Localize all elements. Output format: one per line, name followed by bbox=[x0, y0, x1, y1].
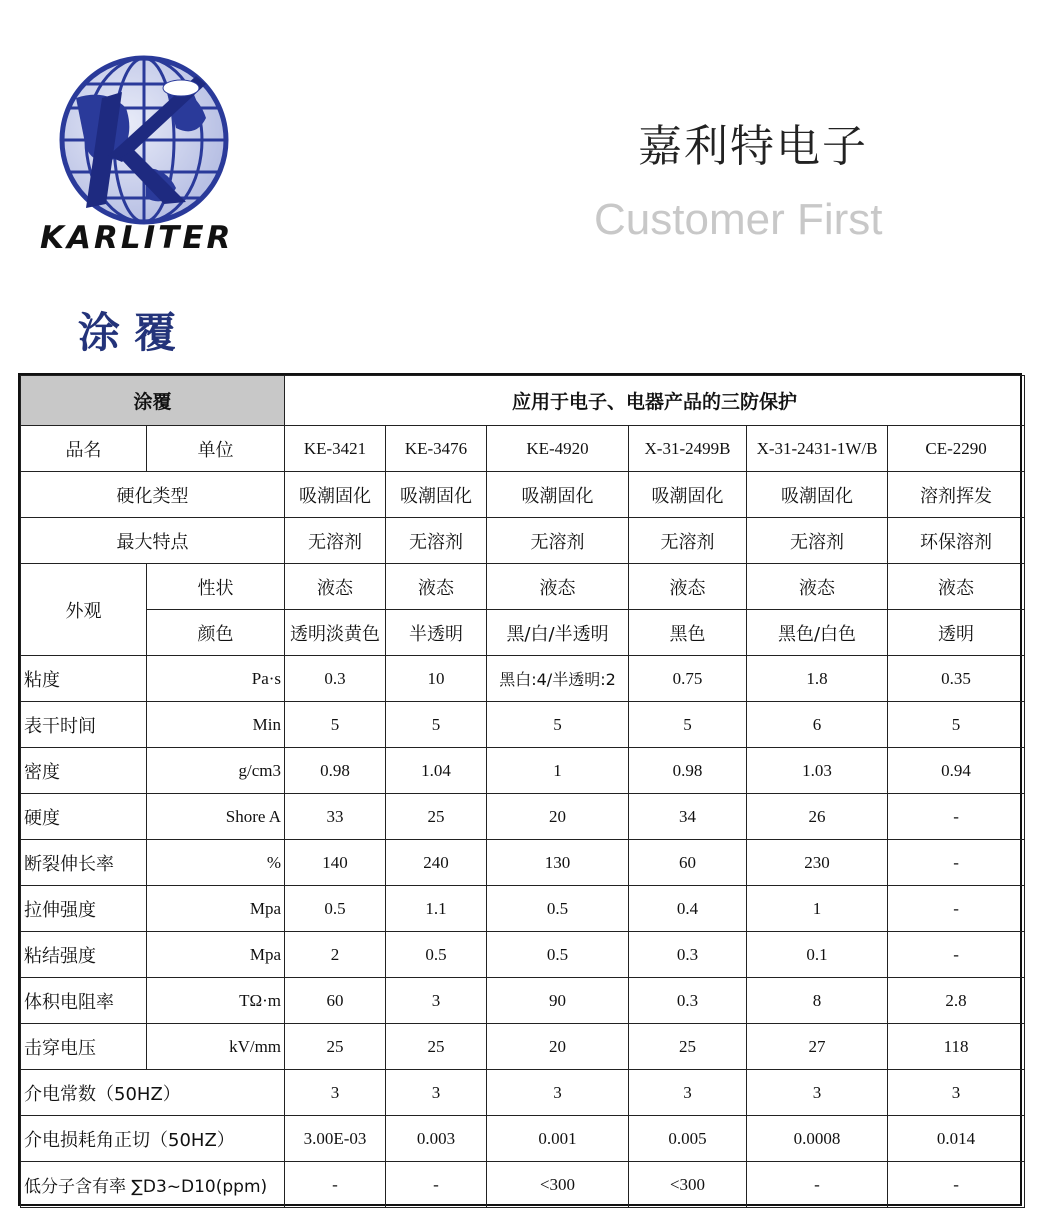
cell: 130 bbox=[487, 840, 629, 886]
cell: 8 bbox=[747, 978, 888, 1024]
cure-type-row bbox=[21, 472, 1025, 518]
cell: 3 bbox=[747, 1070, 888, 1116]
cell: 液态 bbox=[285, 564, 386, 610]
spec-table bbox=[18, 373, 1022, 1206]
cell: - bbox=[747, 1162, 888, 1208]
property-row bbox=[21, 978, 1025, 1024]
cell: 0.75 bbox=[629, 656, 747, 702]
unit-cell: Mpa bbox=[147, 886, 285, 932]
cell: 20 bbox=[487, 1024, 629, 1070]
cell: 60 bbox=[285, 978, 386, 1024]
cell: 10 bbox=[386, 656, 487, 702]
cell: - bbox=[888, 840, 1025, 886]
cell: 25 bbox=[386, 1024, 487, 1070]
cell: 0.005 bbox=[629, 1116, 747, 1162]
product-name: X-31-2431-1W/B bbox=[747, 426, 888, 472]
cell: - bbox=[888, 794, 1025, 840]
cell: <300 bbox=[629, 1162, 747, 1208]
unit-cell: Min bbox=[147, 702, 285, 748]
cell: 1 bbox=[487, 748, 629, 794]
row-label: 拉伸强度 bbox=[21, 886, 147, 932]
cell: 0.35 bbox=[888, 656, 1025, 702]
row-label: 粘度 bbox=[21, 656, 147, 702]
cell: 26 bbox=[747, 794, 888, 840]
cell: - bbox=[888, 886, 1025, 932]
cell: 半透明 bbox=[386, 610, 487, 656]
cell: 黑白:4/半透明:2 bbox=[487, 656, 629, 702]
property-row bbox=[21, 748, 1025, 794]
cell: 5 bbox=[487, 702, 629, 748]
logo-wordmark: KARLITER bbox=[40, 220, 234, 256]
cell: 透明淡黄色 bbox=[285, 610, 386, 656]
property-row bbox=[21, 1070, 1025, 1116]
row-label: 介电常数（50HZ） bbox=[21, 1070, 285, 1116]
cell: 1.1 bbox=[386, 886, 487, 932]
cell: 60 bbox=[629, 840, 747, 886]
cell: 无溶剂 bbox=[487, 518, 629, 564]
cell: 0.5 bbox=[386, 932, 487, 978]
cell: 0.94 bbox=[888, 748, 1025, 794]
property-row bbox=[21, 656, 1025, 702]
cell: 吸潮固化 bbox=[386, 472, 487, 518]
cell: 118 bbox=[888, 1024, 1025, 1070]
cell: - bbox=[386, 1162, 487, 1208]
unit-cell: Shore A bbox=[147, 794, 285, 840]
cell: <300 bbox=[487, 1162, 629, 1208]
row-label: 粘结强度 bbox=[21, 932, 147, 978]
cell: 3 bbox=[386, 1070, 487, 1116]
cell: 0.5 bbox=[487, 932, 629, 978]
product-name: X-31-2499B bbox=[629, 426, 747, 472]
sub-label: 性状 bbox=[147, 564, 285, 610]
cell: 液态 bbox=[747, 564, 888, 610]
table-corner: 涂覆 bbox=[21, 376, 285, 426]
cell: 吸潮固化 bbox=[285, 472, 386, 518]
name-label: 品名 bbox=[21, 426, 147, 472]
unit-cell: TΩ·m bbox=[147, 978, 285, 1024]
row-label: 断裂伸长率 bbox=[21, 840, 147, 886]
cell: 1.03 bbox=[747, 748, 888, 794]
row-label: 表干时间 bbox=[21, 702, 147, 748]
color-row bbox=[21, 610, 1025, 656]
cell: 0.3 bbox=[285, 656, 386, 702]
sub-label: 颜色 bbox=[147, 610, 285, 656]
cell: 1 bbox=[747, 886, 888, 932]
cell: 0.3 bbox=[629, 978, 747, 1024]
cell: 0.4 bbox=[629, 886, 747, 932]
application-title: 应用于电子、电器产品的三防保护 bbox=[285, 376, 1025, 426]
cell: 0.0008 bbox=[747, 1116, 888, 1162]
cell: 3 bbox=[487, 1070, 629, 1116]
cell: 1.04 bbox=[386, 748, 487, 794]
property-row bbox=[21, 886, 1025, 932]
row-label: 体积电阻率 bbox=[21, 978, 147, 1024]
cell: 25 bbox=[629, 1024, 747, 1070]
cell: 0.001 bbox=[487, 1116, 629, 1162]
cell: 5 bbox=[888, 702, 1025, 748]
cell: 5 bbox=[629, 702, 747, 748]
cell: 液态 bbox=[386, 564, 487, 610]
property-row bbox=[21, 794, 1025, 840]
product-row bbox=[21, 426, 1025, 472]
cell: 黑色 bbox=[629, 610, 747, 656]
product-name: KE-3421 bbox=[285, 426, 386, 472]
brand-name: 嘉利特电子 bbox=[638, 121, 868, 172]
unit-cell: g/cm3 bbox=[147, 748, 285, 794]
unit-cell: Mpa bbox=[147, 932, 285, 978]
feature-row bbox=[21, 518, 1025, 564]
property-row bbox=[21, 1024, 1025, 1070]
cell: 0.014 bbox=[888, 1116, 1025, 1162]
cell: 0.3 bbox=[629, 932, 747, 978]
cell: 27 bbox=[747, 1024, 888, 1070]
row-label: 密度 bbox=[21, 748, 147, 794]
product-name: KE-3476 bbox=[386, 426, 487, 472]
cell: 1.8 bbox=[747, 656, 888, 702]
cell: 90 bbox=[487, 978, 629, 1024]
row-label: 最大特点 bbox=[21, 518, 285, 564]
cell: 黑色/白色 bbox=[747, 610, 888, 656]
cell: 液态 bbox=[487, 564, 629, 610]
property-row bbox=[21, 932, 1025, 978]
cell: 0.98 bbox=[285, 748, 386, 794]
row-label: 硬化类型 bbox=[21, 472, 285, 518]
cell: 230 bbox=[747, 840, 888, 886]
cell: - bbox=[888, 1162, 1025, 1208]
cell: 3 bbox=[629, 1070, 747, 1116]
state-row bbox=[21, 564, 1025, 610]
row-label: 低分子含有率 ∑D3~D10(ppm) bbox=[21, 1162, 285, 1208]
cell: 无溶剂 bbox=[747, 518, 888, 564]
row-label: 击穿电压 bbox=[21, 1024, 147, 1070]
cell: 0.003 bbox=[386, 1116, 487, 1162]
unit-cell: Pa·s bbox=[147, 656, 285, 702]
cell: 无溶剂 bbox=[386, 518, 487, 564]
cell: 25 bbox=[386, 794, 487, 840]
header-row bbox=[21, 376, 1025, 426]
cell: 0.98 bbox=[629, 748, 747, 794]
cell: 5 bbox=[386, 702, 487, 748]
cell: 34 bbox=[629, 794, 747, 840]
row-label: 硬度 bbox=[21, 794, 147, 840]
section-title: 涂覆 bbox=[78, 308, 191, 357]
property-row bbox=[21, 840, 1025, 886]
slogan: Customer First bbox=[594, 195, 883, 244]
unit-cell: % bbox=[147, 840, 285, 886]
product-name: CE-2290 bbox=[888, 426, 1025, 472]
cell: 吸潮固化 bbox=[487, 472, 629, 518]
cell: 无溶剂 bbox=[629, 518, 747, 564]
cell: 透明 bbox=[888, 610, 1025, 656]
cell: 3 bbox=[285, 1070, 386, 1116]
cell: 33 bbox=[285, 794, 386, 840]
cell: - bbox=[285, 1162, 386, 1208]
cell: 溶剂挥发 bbox=[888, 472, 1025, 518]
cell: 黑/白/半透明 bbox=[487, 610, 629, 656]
product-name: KE-4920 bbox=[487, 426, 629, 472]
unit-label: 单位 bbox=[147, 426, 285, 472]
unit-cell: kV/mm bbox=[147, 1024, 285, 1070]
cell: 0.5 bbox=[285, 886, 386, 932]
cell: 3 bbox=[888, 1070, 1025, 1116]
appearance-label: 外观 bbox=[21, 564, 147, 656]
cell: 液态 bbox=[888, 564, 1025, 610]
cell: 25 bbox=[285, 1024, 386, 1070]
cell: 吸潮固化 bbox=[747, 472, 888, 518]
cell: - bbox=[888, 932, 1025, 978]
cell: 吸潮固化 bbox=[629, 472, 747, 518]
property-row bbox=[21, 702, 1025, 748]
cell: 0.1 bbox=[747, 932, 888, 978]
cell: 2.8 bbox=[888, 978, 1025, 1024]
cell: 无溶剂 bbox=[285, 518, 386, 564]
cell: 0.5 bbox=[487, 886, 629, 932]
cell: 2 bbox=[285, 932, 386, 978]
cell: 液态 bbox=[629, 564, 747, 610]
property-row bbox=[21, 1116, 1025, 1162]
row-label: 介电损耗角正切（50HZ） bbox=[21, 1116, 285, 1162]
cell: 20 bbox=[487, 794, 629, 840]
cell: 5 bbox=[285, 702, 386, 748]
cell: 3 bbox=[386, 978, 487, 1024]
cell: 240 bbox=[386, 840, 487, 886]
cell: 3.00E-03 bbox=[285, 1116, 386, 1162]
cell: 140 bbox=[285, 840, 386, 886]
cell: 环保溶剂 bbox=[888, 518, 1025, 564]
cell: 6 bbox=[747, 702, 888, 748]
property-row bbox=[21, 1162, 1025, 1208]
